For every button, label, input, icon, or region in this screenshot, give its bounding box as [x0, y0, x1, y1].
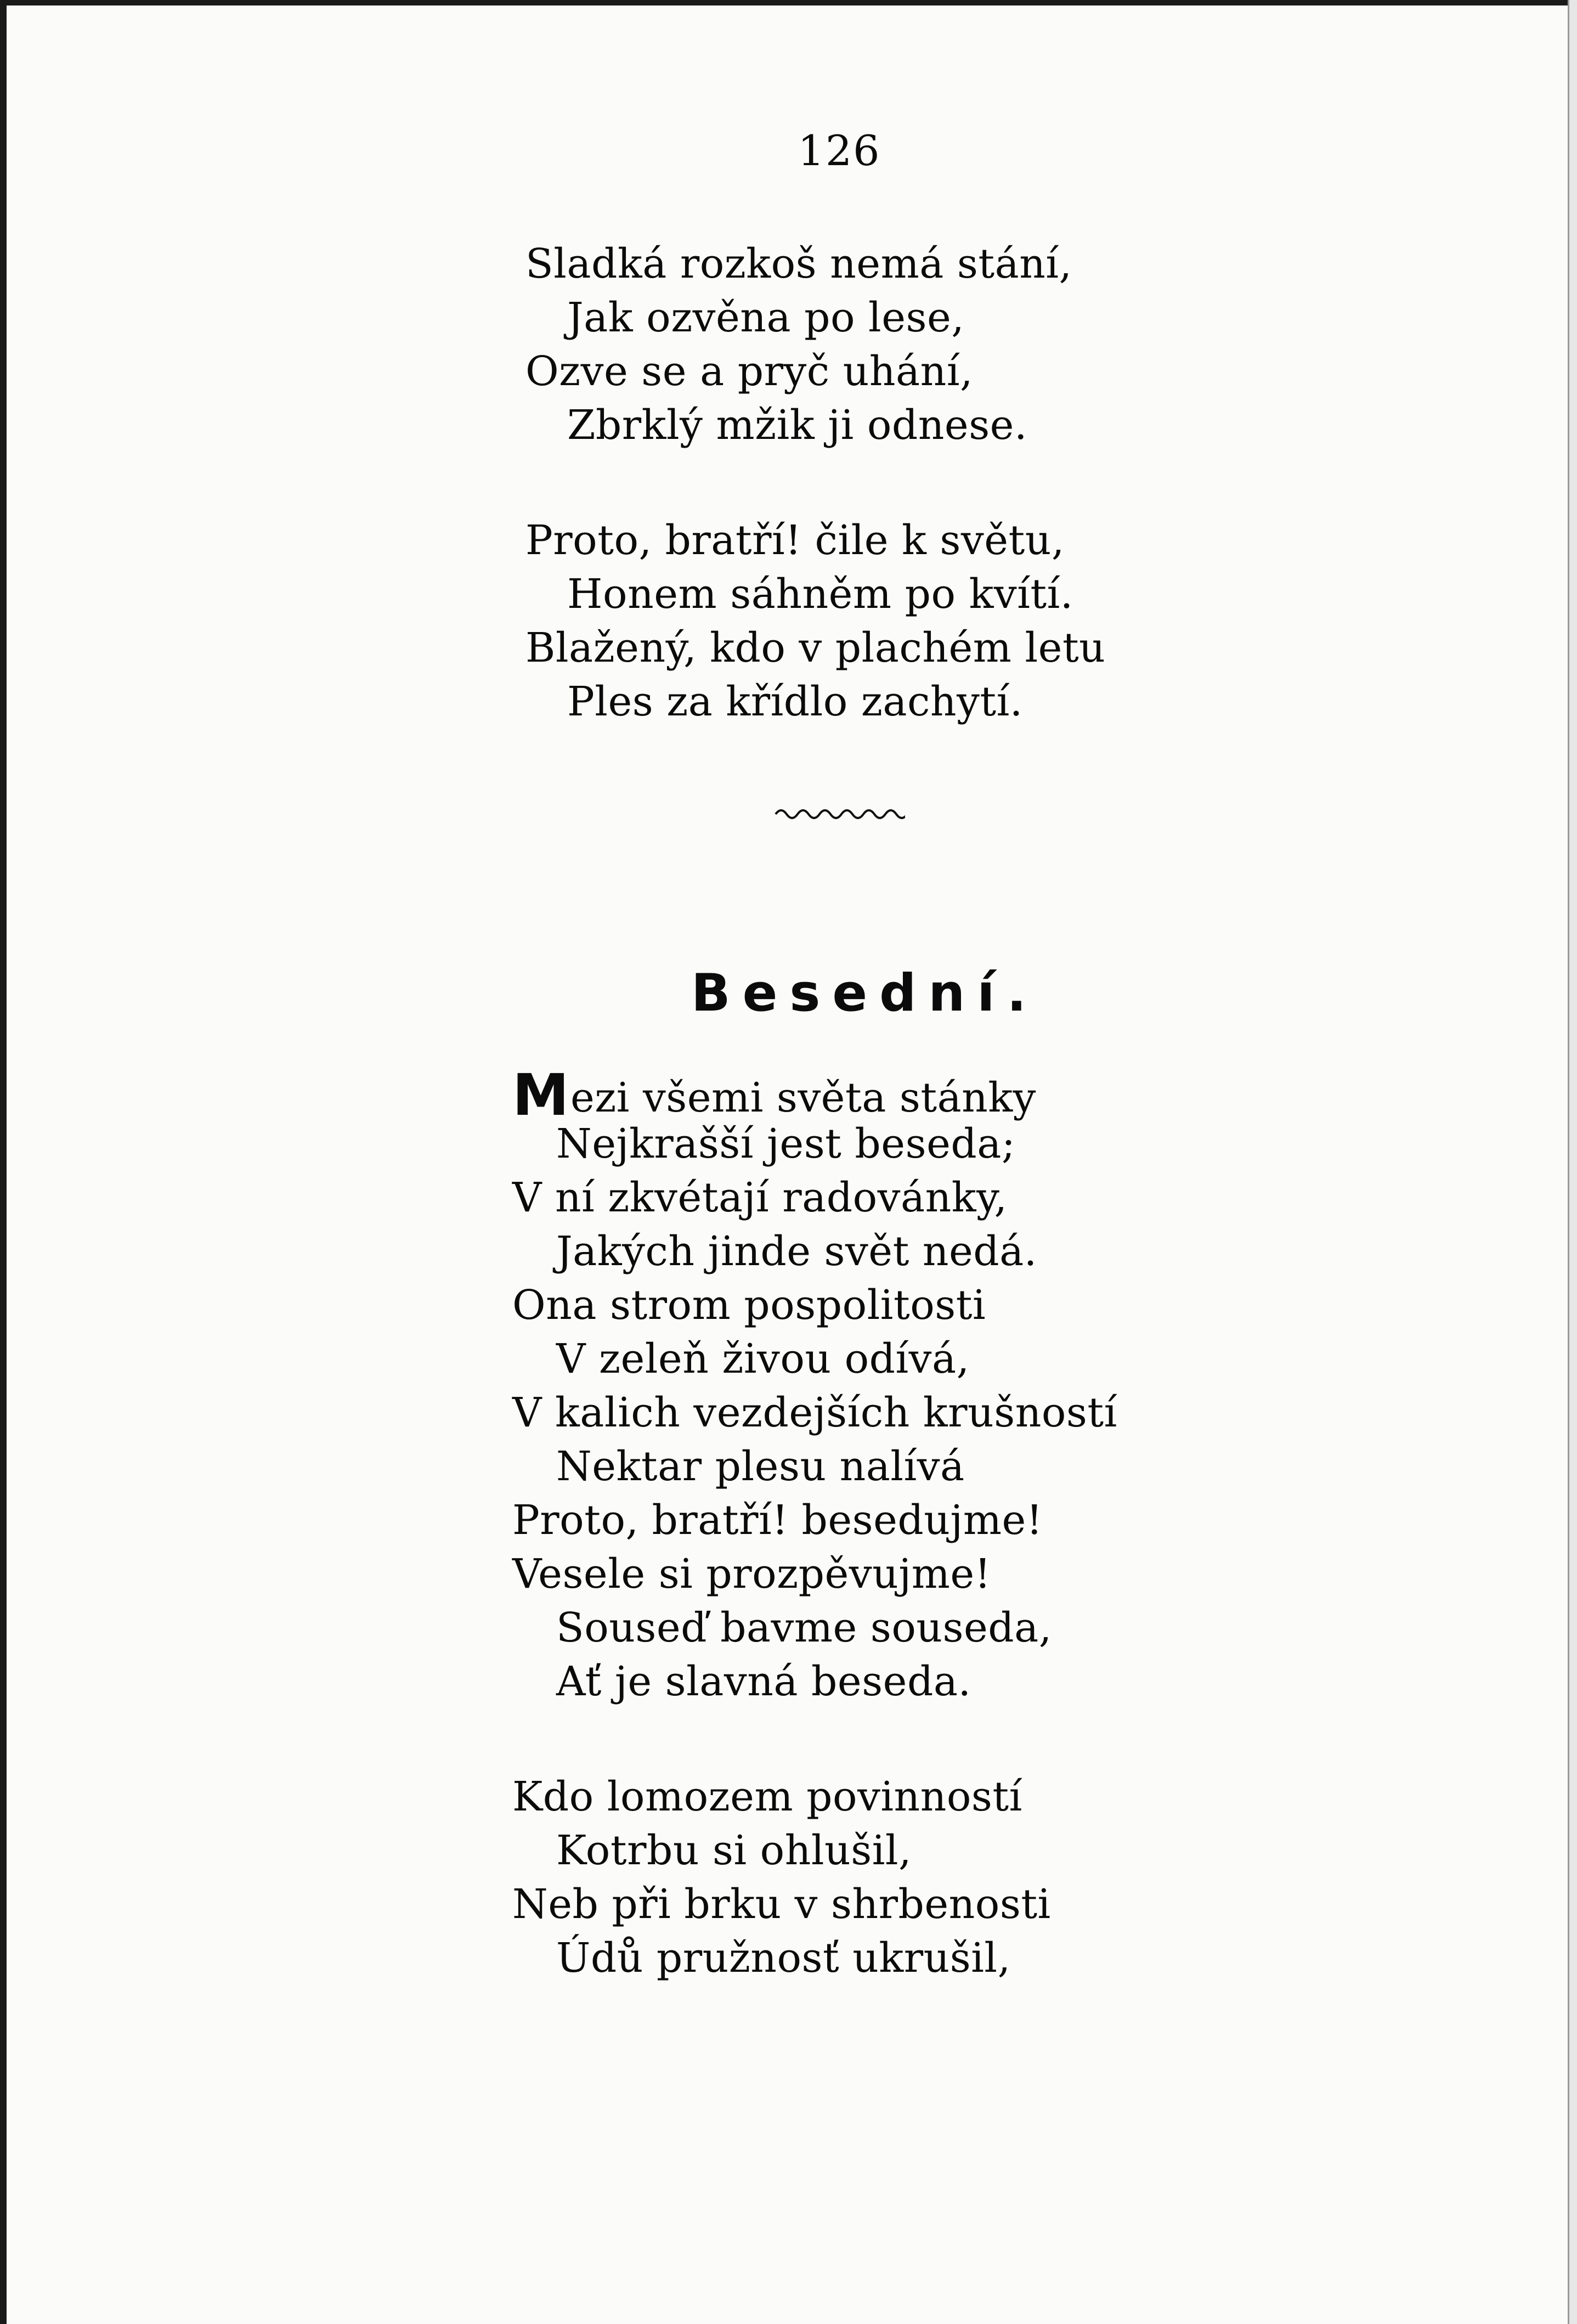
poem-line: V kalich vezdejších krušností — [512, 1389, 1117, 1436]
poem-line: Neb při brku v shrbenosti — [512, 1881, 1051, 1928]
ornament-divider — [773, 802, 905, 824]
drop-cap: M — [512, 1062, 569, 1129]
poem-line: Zbrklý mžik ji odnese. — [567, 402, 1027, 449]
poem-line: Blažený, kdo v plachém letu — [525, 624, 1106, 672]
poem-line: Nejkrašší jest beseda; — [556, 1120, 1016, 1167]
poem-line: Kdo lomozem povinností — [512, 1773, 1022, 1820]
section-title: Besední. — [691, 963, 1039, 1023]
poem-line: Vesele si prozpěvujme! — [512, 1550, 991, 1598]
poem-line: Ozve se a pryč uhání, — [525, 348, 974, 395]
poem-first-line — [512, 1062, 1036, 1129]
poem-line: Sladká rozkoš nemá stání, — [525, 240, 1072, 287]
poem-line: Proto, bratří! besedujme! — [512, 1497, 1043, 1544]
poem-line: Honem sáhněm po kvítí. — [567, 571, 1073, 618]
poem-line: Ona strom pospolitosti — [512, 1282, 986, 1329]
poem-line: Jak ozvěna po lese, — [567, 294, 965, 341]
poem-line: Souseď bavme souseda, — [556, 1604, 1052, 1651]
page-number: 126 — [798, 126, 881, 175]
poem-line: Nektar plesu nalívá — [556, 1443, 965, 1490]
poem-line: Ať je slavná beseda. — [556, 1658, 971, 1705]
poem-line: V ní zkvétají radovánky, — [512, 1174, 1008, 1221]
poem-line: Údů pružnosť ukrušil, — [556, 1934, 1011, 1982]
poem-line: Proto, bratří! čile k světu, — [525, 517, 1065, 564]
poem-line: Ples za křídlo zachytí. — [567, 678, 1023, 725]
poem-line: Kotrbu si ohlušil, — [556, 1827, 912, 1874]
first-line-text: ezi všemi světa stánky — [570, 1074, 1036, 1121]
poem-line: Jakých jinde svět nedá. — [556, 1228, 1037, 1275]
poem-line: V zeleň živou odívá, — [556, 1335, 970, 1383]
